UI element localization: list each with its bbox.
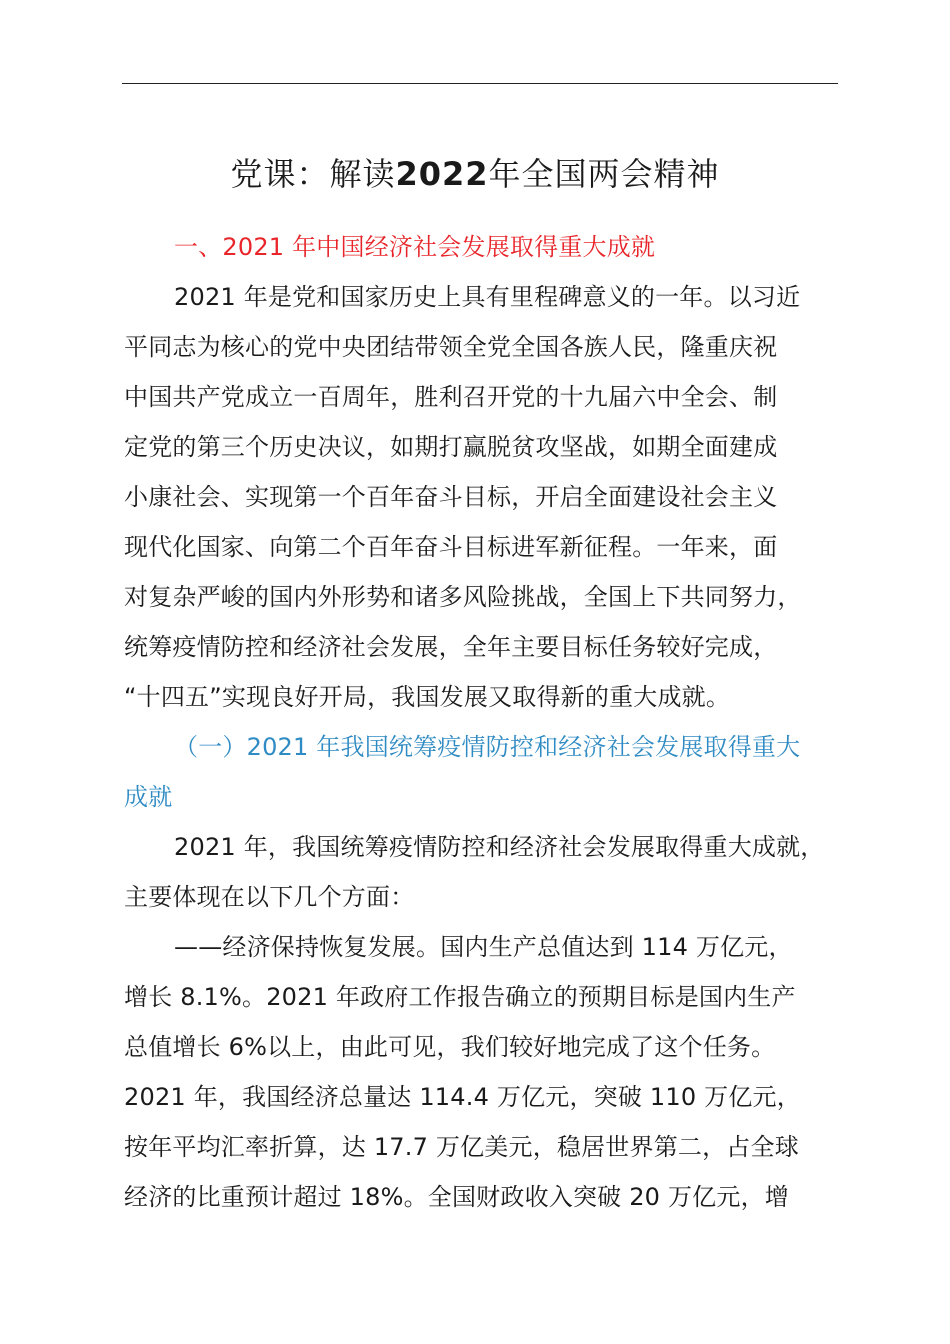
paragraph-line: ——经济保持恢复发展。国内生产总值达到 114 万亿元，	[174, 933, 793, 961]
paragraph-line: 增长 8.1%。2021 年政府工作报告确立的预期目标是国内生产	[124, 983, 796, 1011]
paragraph-line: 平同志为核心的党中央团结带领全党全国各族人民，隆重庆祝	[124, 333, 778, 361]
subsection-heading: （一）2021 年我国统筹疫情防控和经济社会发展取得重大	[174, 733, 801, 761]
paragraph-line: 2021 年，我国经济总量达 114.4 万亿元，突破 110 万亿元，	[124, 1083, 801, 1111]
paragraph-line: 主要体现在以下几个方面：	[124, 883, 415, 911]
header-rule	[122, 83, 838, 84]
paragraph-line: 小康社会、实现第一个百年奋斗目标，开启全面建设社会主义	[124, 483, 778, 511]
paragraph-line: 统筹疫情防控和经济社会发展，全年主要目标任务较好完成，	[124, 633, 778, 661]
paragraph-line: 中国共产党成立一百周年，胜利召开党的十九届六中全会、制	[124, 383, 778, 411]
paragraph-line: 2021 年，我国统筹疫情防控和经济社会发展取得重大成就，	[174, 833, 825, 861]
paragraph-line: 总值增长 6%以上，由此可见，我们较好地完成了这个任务。	[124, 1033, 776, 1061]
paragraph-line: 2021 年是党和国家历史上具有里程碑意义的一年。以习近	[174, 283, 801, 311]
paragraph-line: 按年平均汇率折算，达 17.7 万亿美元，稳居世界第二，占全球	[124, 1133, 799, 1161]
paragraph-line: 定党的第三个历史决议，如期打赢脱贫攻坚战，如期全面建成	[124, 433, 778, 461]
paragraph-line: 现代化国家、向第二个百年奋斗目标进军新征程。一年来，面	[124, 533, 778, 561]
paragraph-line: 对复杂严峻的国内外形势和诸多风险挑战，全国上下共同努力，	[124, 583, 802, 611]
section-heading-1: 一、2021 年中国经济社会发展取得重大成就	[174, 233, 656, 261]
paragraph-line: “十四五”实现良好开局，我国发展又取得新的重大成就。	[124, 683, 731, 711]
page-title: 党课：解读2022年全国两会精神	[230, 155, 720, 193]
paragraph-line: 经济的比重预计超过 18%。全国财政收入突破 20 万亿元，增	[124, 1183, 789, 1211]
subsection-heading: 成就	[124, 783, 173, 811]
